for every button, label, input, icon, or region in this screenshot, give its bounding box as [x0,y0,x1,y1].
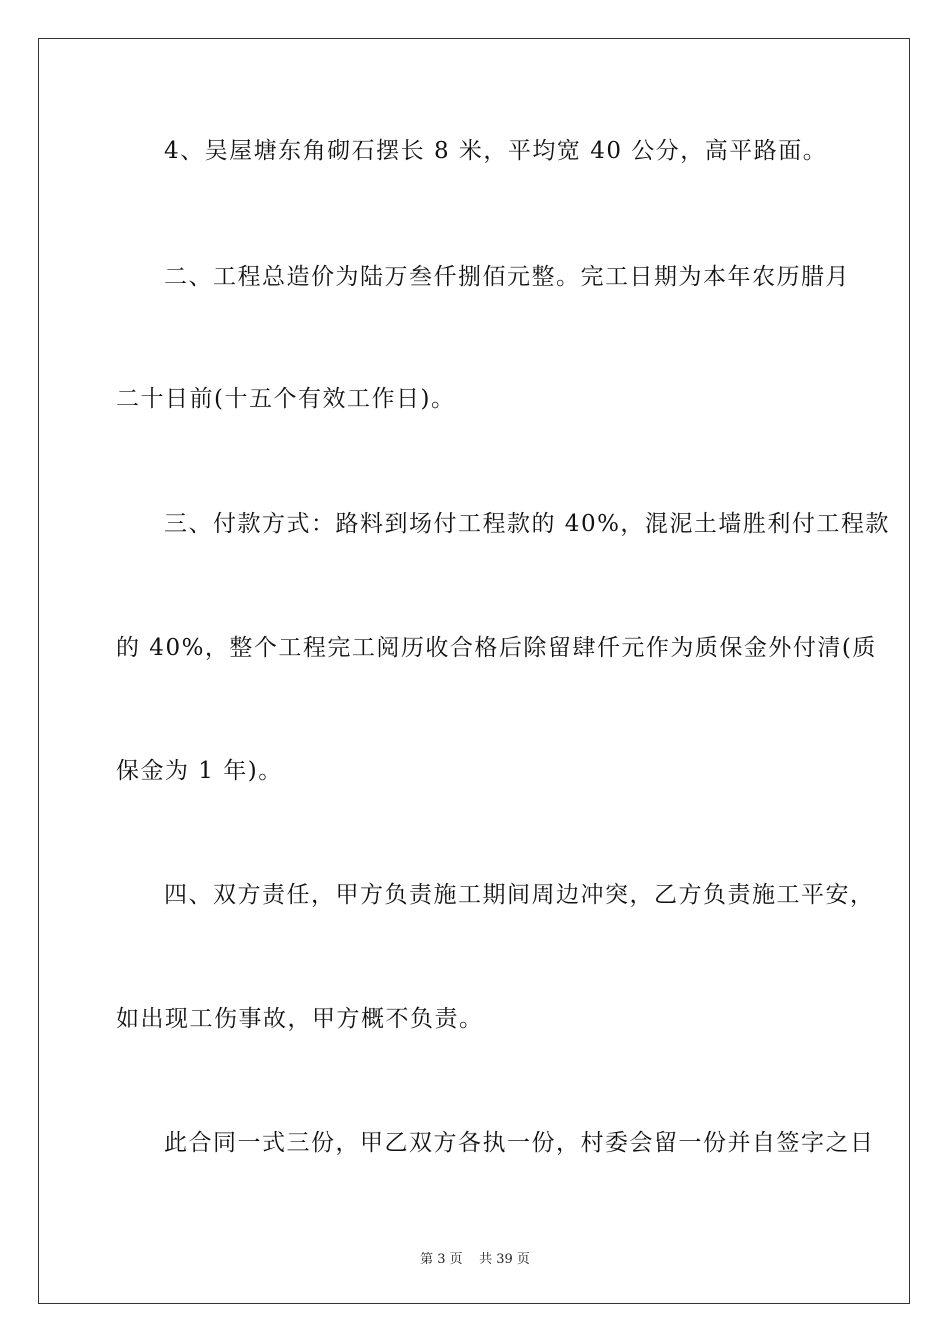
page-number-footer: 第 3 页 共 39 页 [420,1252,530,1267]
paragraph-line-3: 二十日前(十五个有效工作日)。 [116,386,456,412]
paragraph-line-1: 4、吴屋塘东角砌石摆长 8 米，平均宽 40 公分，高平路面。 [164,138,828,164]
paragraph-line-4: 三、付款方式：路料到场付工程款的 40%，混泥土墙胜利付工程款 [164,511,890,537]
paragraph-line-2: 二、工程总造价为陆万叁仟捌佰元整。完工日期为本年农历腊月 [164,264,850,290]
paragraph-line-9: 此合同一式三份，甲乙双方各执一份，村委会留一份并自签字之日 [164,1130,875,1156]
page-border [38,38,910,1304]
paragraph-line-8: 如出现工伤事故，甲方概不负责。 [116,1006,484,1032]
paragraph-line-7: 四、双方责任，甲方负责施工期间周边冲突，乙方负责施工平安， [164,882,875,908]
paragraph-line-6: 保金为 1 年)。 [116,758,283,784]
paragraph-line-5: 的 40%，整个工程完工阅历收合格后除留肆仟元作为质保金外付清(质 [116,635,877,661]
